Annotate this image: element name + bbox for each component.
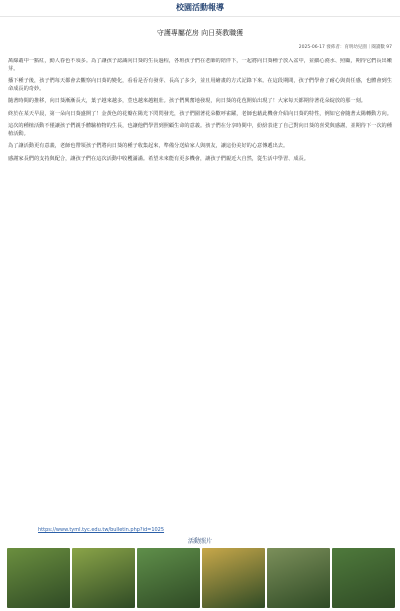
article-title: 守護專屬花房 向日葵教職獲 — [156, 29, 244, 37]
page-header-title: 校園活動報導 — [176, 3, 224, 12]
article-link[interactable]: https://www.tyml.tyc.edu.tw/bulletin.php?id=1025 — [38, 527, 165, 533]
photo-image — [202, 548, 265, 608]
article-meta: 2025-06-17 發佈者：育明幼兒園｜閱讀數 97 — [298, 45, 392, 50]
paragraph: 感謝家長們的支持與配合，讓孩子們在這次活動中收穫滿滿。希望未來能有更多機會，讓孩子們親近大自然，從生活中學習、成長。 — [8, 155, 309, 162]
gallery-photo[interactable] — [202, 548, 265, 608]
photo-image — [72, 548, 135, 608]
photo-section-title: 活動照片 — [187, 538, 212, 545]
gallery-photo[interactable] — [72, 548, 135, 608]
gallery-photo[interactable] — [137, 548, 200, 608]
paragraph: 這次的種植活動不僅讓孩子們親手體驗植物的生長，也讓他們學習到照顧生命的意義。孩子們在分享時間中，紛紛表達了自己對向日葵的喜愛與感謝，並期待下一次的種植活動。 — [8, 123, 392, 137]
gallery-photo[interactable] — [267, 548, 330, 608]
photo-section — [7, 536, 393, 606]
photo-image — [332, 548, 395, 608]
paragraph: 隨著時間的推移，向日葵漸漸長大，葉子越來越多，莖也越來越粗壯。孩子們興奮地發現，向日葵的花苞開始出現了！大家每天都期待著花朵綻放的那一刻。 — [8, 98, 366, 104]
photo-image — [137, 548, 200, 608]
photo-image — [267, 548, 330, 608]
paragraph: 終於在某天早晨，第一朵向日葵盛開了！金黃色的花瓣在陽光下閃閃發光，孩子們圍著花朵歡呼雀躍，老師也藉此機會介紹向日葵的特性，例如它會隨著太陽轉動方向。 — [8, 110, 392, 117]
photo-gallery — [7, 548, 393, 608]
paragraph: 萬綠叢中一點紅，動人春色不須多。為了讓孩子認識向日葵的生長過程，各班孩子們在老師的陪伴下，一起將向日葵種子放入盆中，並細心澆水、照顧，期待它們長出嫩芽。 — [8, 58, 392, 72]
article-body — [8, 58, 392, 520]
photo-image — [7, 548, 70, 608]
gallery-photo[interactable] — [332, 548, 395, 608]
paragraph: 為了讓活動更有意義，老師也帶領孩子們將向日葵的種子收集起來，準備分送給家人與朋友，讓這份美好的心意傳遞出去。 — [8, 143, 289, 149]
top-bar — [0, 0, 400, 17]
paragraph: 播下種子後，孩子們每天都會去觀察向日葵的變化，看看是否有發芽、長高了多少，並且用繪畫的方式記錄下來。在這段期間，孩子們學會了耐心與責任感，也體會到生命成長的奇妙。 — [8, 78, 392, 92]
gallery-photo[interactable] — [7, 548, 70, 608]
